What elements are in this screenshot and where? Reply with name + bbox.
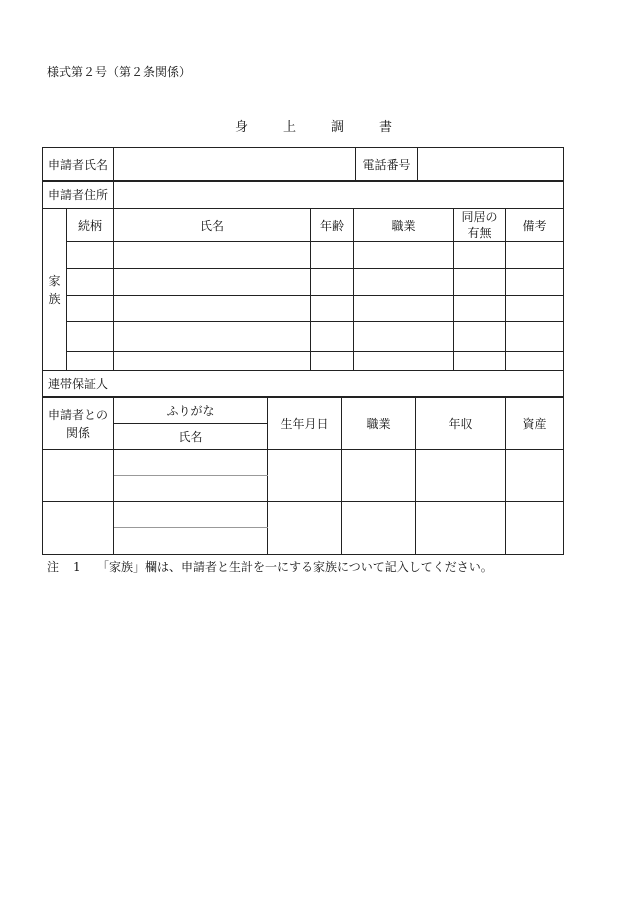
cohabit-line2: 有無 [467,226,492,240]
birthdate-label: 生年月日 [268,398,342,450]
note-number: 1 [73,560,81,574]
family-occupation-cell[interactable] [354,269,454,296]
family-table [42,180,564,397]
table-row [43,242,564,269]
furigana-label: ふりがな [114,398,268,424]
phone-field[interactable] [418,148,564,182]
family-remarks-cell[interactable] [506,322,564,352]
applicant-address-field[interactable] [114,181,564,209]
col-remarks: 備考 [506,209,564,242]
guarantor-name-cell[interactable] [114,476,268,502]
family-cohabit-cell[interactable] [454,352,506,371]
family-relationship-cell[interactable] [67,242,114,269]
guarantor-table [42,397,564,555]
family-occupation-cell[interactable] [354,352,454,371]
family-name-cell[interactable] [114,352,311,371]
table-row [43,352,564,371]
document-title [235,116,393,135]
family-remarks-cell[interactable] [506,242,564,269]
applicant-address-label: 申請者住所 [43,181,114,209]
family-remarks-cell[interactable] [506,352,564,371]
family-remarks-cell[interactable] [506,269,564,296]
family-remarks-cell[interactable] [506,296,564,322]
family-label-char: 家 [48,273,61,288]
family-relationship-cell[interactable] [67,352,114,371]
guarantor-furigana-cell[interactable] [114,450,268,476]
family-relationship-cell[interactable] [67,269,114,296]
note-prefix: 注 [47,560,60,574]
assets-label: 資産 [506,398,564,450]
title-char: 上 [283,120,297,135]
col-cohabitation [454,209,506,242]
family-name-cell[interactable] [114,322,311,352]
applicant-name-table [42,147,564,182]
family-occupation-cell[interactable] [354,296,454,322]
income-label: 年収 [416,398,506,450]
col-name: 氏名 [114,209,311,242]
table-row [43,269,564,296]
guarantor-assets-cell[interactable] [506,502,564,555]
relation-label [43,398,114,450]
guarantor-income-cell[interactable] [416,450,506,502]
relation-label-line2: 関係 [65,425,90,440]
title-char: 調 [331,120,345,135]
table-row [43,450,564,476]
guarantor-occupation-label: 職業 [342,398,416,450]
cohabit-line1: 同居の [461,210,498,224]
family-age-cell[interactable] [311,269,354,296]
family-relationship-cell[interactable] [67,322,114,352]
family-name-cell[interactable] [114,296,311,322]
table-row [43,322,564,352]
family-age-cell[interactable] [311,296,354,322]
guarantor-relation-cell[interactable] [43,502,114,555]
family-section-label [43,209,67,371]
guarantor-occupation-cell[interactable] [342,450,416,502]
guarantor-name-label: 氏名 [114,424,268,450]
applicant-name-field[interactable] [114,148,356,182]
col-age: 年齢 [311,209,354,242]
form-number-label: 様式第２号（第２条関係） [47,65,192,79]
family-name-cell[interactable] [114,269,311,296]
guarantor-furigana-cell[interactable] [114,502,268,528]
guarantor-birthdate-cell[interactable] [268,450,342,502]
relation-label-line1: 申請者との [47,407,108,422]
note-text: 「家族」欄は、申請者と生計を一にする家族について記入してください。 [97,560,493,574]
family-cohabit-cell[interactable] [454,242,506,269]
title-char: 身 [235,120,249,135]
family-age-cell[interactable] [311,322,354,352]
guarantor-income-cell[interactable] [416,502,506,555]
guarantor-occupation-cell[interactable] [342,502,416,555]
family-name-cell[interactable] [114,242,311,269]
family-cohabit-cell[interactable] [454,269,506,296]
footnote [47,558,493,575]
guarantor-relation-cell[interactable] [43,450,114,502]
family-occupation-cell[interactable] [354,242,454,269]
applicant-name-label: 申請者氏名 [43,148,114,182]
family-age-cell[interactable] [311,242,354,269]
family-cohabit-cell[interactable] [454,296,506,322]
family-relationship-cell[interactable] [67,296,114,322]
family-age-cell[interactable] [311,352,354,371]
title-char: 書 [379,120,393,135]
table-row [43,296,564,322]
col-occupation: 職業 [354,209,454,242]
guarantor-section-label: 連帯保証人 [43,371,564,397]
guarantor-assets-cell[interactable] [506,450,564,502]
table-row [43,502,564,528]
guarantor-name-cell[interactable] [114,528,268,555]
phone-label: 電話番号 [356,148,418,182]
family-label-char: 族 [48,291,61,306]
family-occupation-cell[interactable] [354,322,454,352]
col-relationship: 続柄 [67,209,114,242]
guarantor-birthdate-cell[interactable] [268,502,342,555]
family-cohabit-cell[interactable] [454,322,506,352]
